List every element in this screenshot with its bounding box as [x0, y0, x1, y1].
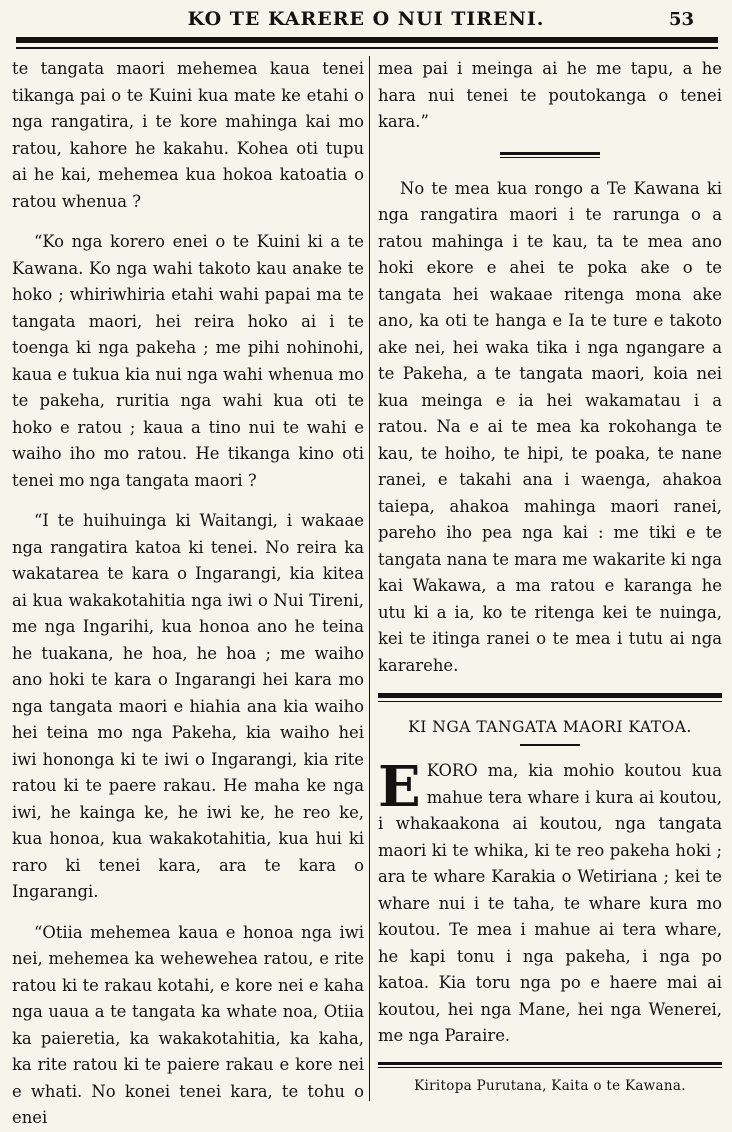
- columns: [8, 56, 724, 1127]
- notice-separator: [378, 693, 722, 702]
- left-paragraph-3: “I te huihuinga ki Waitangi, i wakaae nga rangatira katoa ki tenei. No reira ka wakatarea te kara o Ingarangi, kia kitea ai kua wakakotahitia nga iwi o Nui Tireni, me nga Ingarihi, kua honoa ano he teina he tuakana, he hoa, he hoa ; me waiho ano hoki te kara o Ingarangi hei kara mo nga tangata maori e hiahia ana kia waiho hei teina mo nga Pakeha, kia waiho hei iwi hononga ki te iwi o Ingarangi, kia rite ratou ki te paere rakau. He maha ke nga iwi, he kainga ke, he iwi ke, he reo ke, kua honoa, kua wakakotahitia, kua hui ki raro ki tenei kara, ara te kara o Ingarangi.: [12, 511, 364, 901]
- notice-body: KORO ma, kia mohio koutou kua mahue tera whare i kura ai koutou, i whakaakona ai koutou, nga tangata maori ki te whika, ki te reo pakeha hoki ; ara te whare Karakia o Wetiriana ; kei te whare nui i te taha, te whare kura mo koutou. Te mea i mahue ai tera whare, he kapi tonu i nga pakeha, i nga po katoa. Kia toru nga po e haere mai ai koutou, hei nga Mane, hei nga Wenerei, me nga Paraire.: [378, 761, 722, 1045]
- left-paragraph-2: “Ko nga korero enei o te Kuini ki a te Kawana. Ko nga wahi takoto kau anake te hoko ; whiriwhiria etahi wahi papai ma te tangata maori, hei reira hoko ai i te toenga ki nga pakeha ; me pihi nohinohi, kaua e tukua kia nui nga wahi whenua mo te pakeha, ruritia nga wahi kua oti te hoko e ratou ; kaua a tino nui te wahi e waiho iho mo ratou. He tikanga kino oti tenei mo nga tangata maori ?: [12, 232, 364, 490]
- heading-underline: [520, 744, 580, 746]
- drop-cap: E: [378, 754, 421, 820]
- left-paragraph-1: te tangata maori mehemea kaua tenei tikanga pai o te Kuini kua mate ke etahi o nga rangatira, i te kore mahinga kai mo ratou, kahore he kakahu. Kohea oti tupu ai he kai, mehemea kua hokoa katoatia o ratou whenua ?: [12, 59, 364, 211]
- left-column: [12, 56, 364, 1132]
- header-rule: [16, 37, 718, 49]
- right-paragraph-1: mea pai i meinga ai he me tapu, a he hara nui tenei te poutokanga o tenei kara.”: [378, 59, 722, 131]
- right-column: [378, 56, 722, 1094]
- left-paragraph-4: “Otiia mehemea kaua e honoa nga iwi nei, mehemea ka wehewehea ratou, e rite ratou ki te rakau kotahi, e kore nei e kaha nga uaua a te tangata ka whate noa, Otiia ka paieretia, ka wakakotahitia, ka kaha, ka rite ratou ki te paiere rakau e kore nei e whati. No konei tenei kara, te tohu o enei: [12, 922, 364, 1127]
- column-divider: [369, 56, 370, 1101]
- running-title: KO TE KARERE O NUI TIRENI.: [187, 8, 545, 30]
- signature: Kiritopa Purutana, Kaita o te Kawana.: [414, 1077, 686, 1094]
- section-heading: KI NGA TANGATA MAORI KATOA.: [408, 718, 692, 736]
- page-number: 53: [668, 9, 694, 30]
- right-paragraph-2: No te mea kua rongo a Te Kawana ki nga rangatira maori i te rarunga o a ratou mahinga i te kau, ta te mea ano hoki ekore e ahei te poka ake o te tangata hei wakaae ritenga mona ake ano, ka oti te hanga e Ia te ture e takoto ake nei, hei waka tika i nga ngangare a te Pakeha, a te tangata maori, koia nei kua meinga e ia hei wakamatau i a ratou. Na e ai te mea ka rokohanga te kau, te hoiho, te hipi, te poaka, te nane ranei, e takahi ana i waenga, ahakoa taiepa, ahakoa mahinga maori ranei, pareho iho pea nga kai : me tiki e te tangata nana te mara me wakarite ki nga kai Wakawa, a ma ratou e karanga he utu ki a ia, ko te ritenga kei te nuinga, kei te itinga ranei o te mea i tutu ai nga kararehe.: [378, 178, 722, 675]
- section-separator: [500, 152, 600, 158]
- signature-rule: [378, 1062, 722, 1068]
- page-header: [8, 0, 724, 34]
- notice-paragraph: [378, 754, 722, 1050]
